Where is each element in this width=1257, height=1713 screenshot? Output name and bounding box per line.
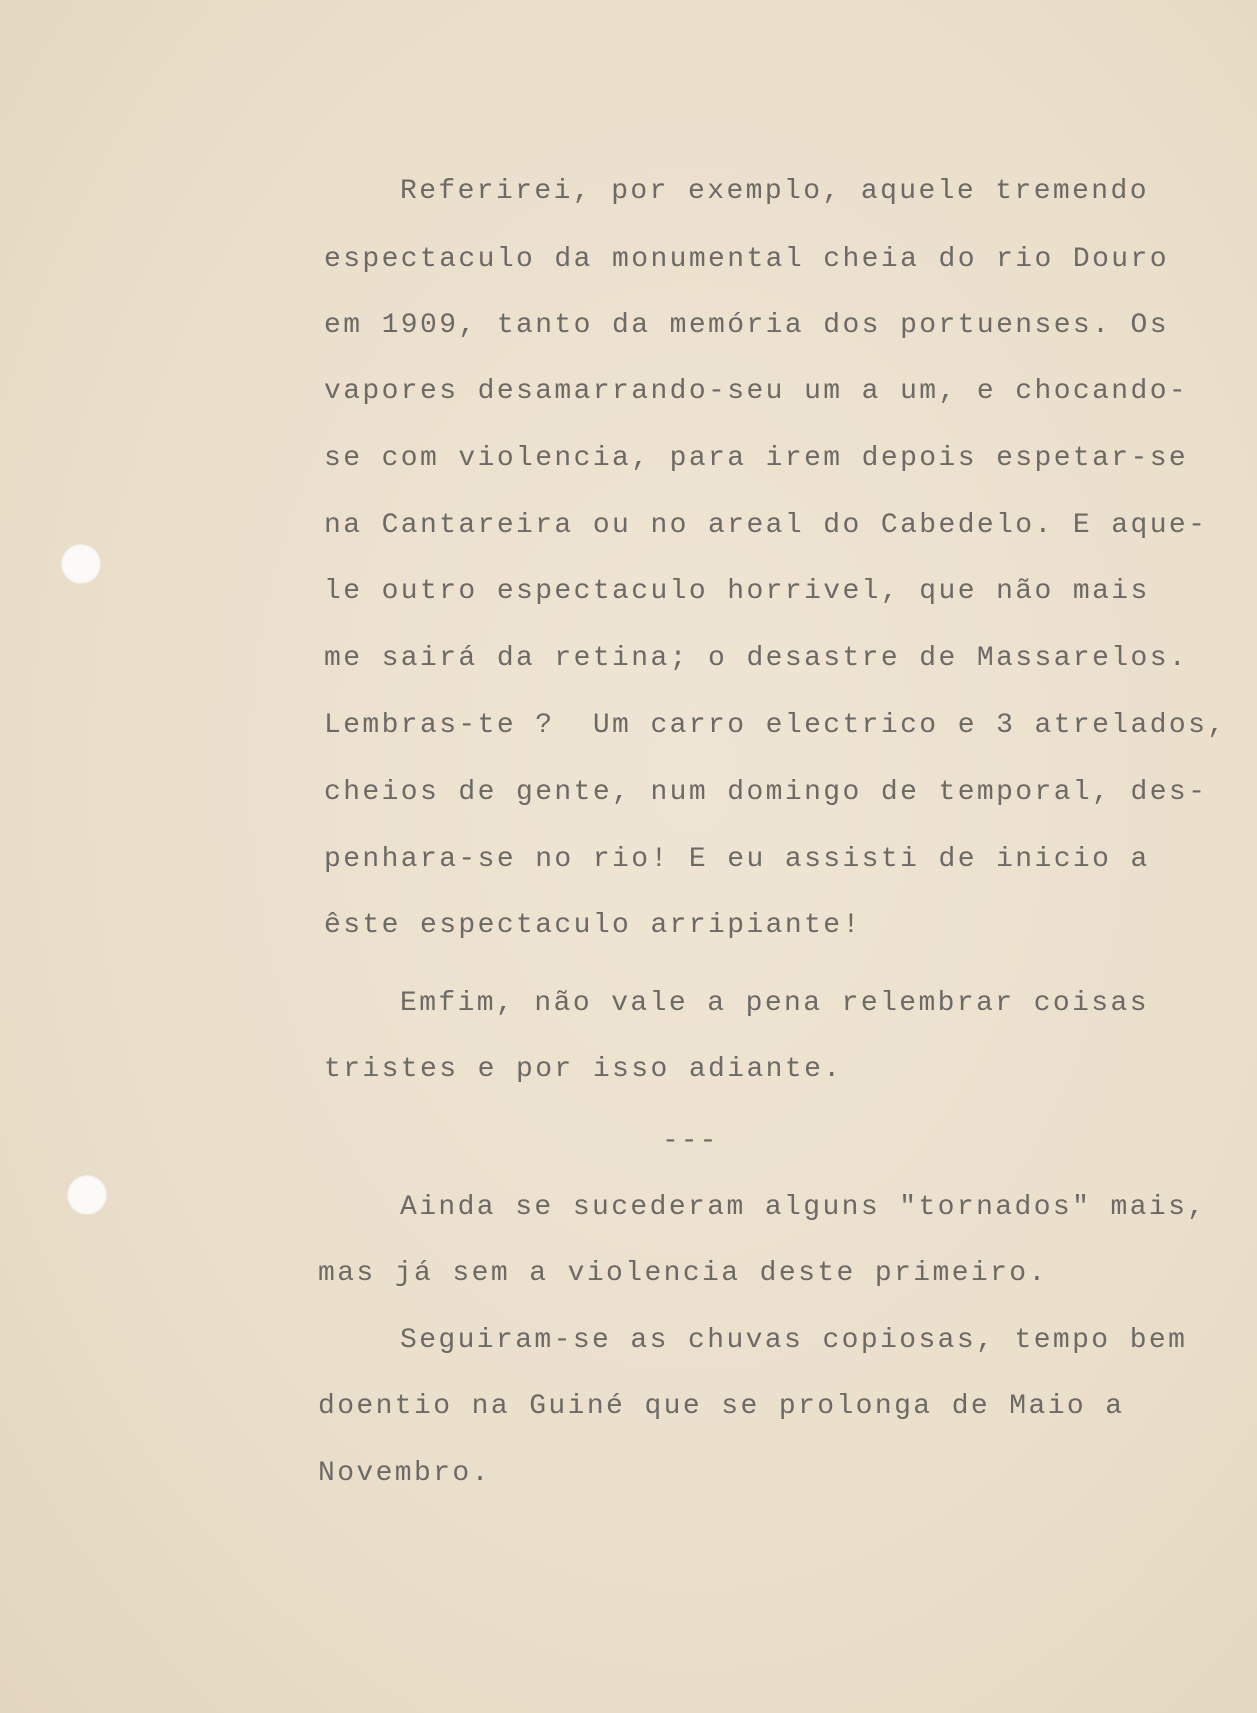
text-line: Seguiram-se as chuvas copiosas, tempo bem: [400, 1325, 1188, 1356]
text-line: espectaculo da monumental cheia do rio Douro: [324, 244, 1169, 275]
text-line: êste espectaculo arripiante!: [324, 910, 862, 941]
text-line: le outro espectaculo horrivel, que não mais: [324, 576, 1150, 607]
punch-hole-top: [61, 544, 101, 584]
text-line: Referirei, por exemplo, aquele tremendo: [400, 176, 1149, 207]
text-line: doentio na Guiné que se prolonga de Maio a: [318, 1391, 1125, 1422]
text-line: Ainda se sucederam alguns "tornados" mais,: [400, 1192, 1207, 1223]
section-separator: ---: [662, 1126, 719, 1157]
text-line: na Cantareira ou no areal do Cabedelo. E aque-: [324, 510, 1208, 541]
text-line: em 1909, tanto da memória dos portuenses. Os: [324, 310, 1169, 341]
text-line: Novembro.: [318, 1458, 491, 1489]
text-line: Lembras-te ? Um carro electrico e 3 atrelados,: [324, 710, 1227, 741]
text-line: Emfim, não vale a pena relembrar coisas: [400, 988, 1149, 1019]
text-line: me sairá da retina; o desastre de Massarelos.: [324, 643, 1189, 674]
text-line: penhara-se no rio! E eu assisti de inicio a: [324, 844, 1150, 875]
text-line: vapores desamarrando-seu um a um, e chocando-: [324, 376, 1189, 407]
text-line: mas já sem a violencia deste primeiro.: [318, 1258, 1048, 1289]
text-line: se com violencia, para irem depois espetar-se: [324, 443, 1189, 474]
text-line: tristes e por isso adiante.: [324, 1054, 843, 1085]
punch-hole-bottom: [67, 1175, 107, 1215]
text-line: cheios de gente, num domingo de temporal, des-: [324, 777, 1208, 808]
